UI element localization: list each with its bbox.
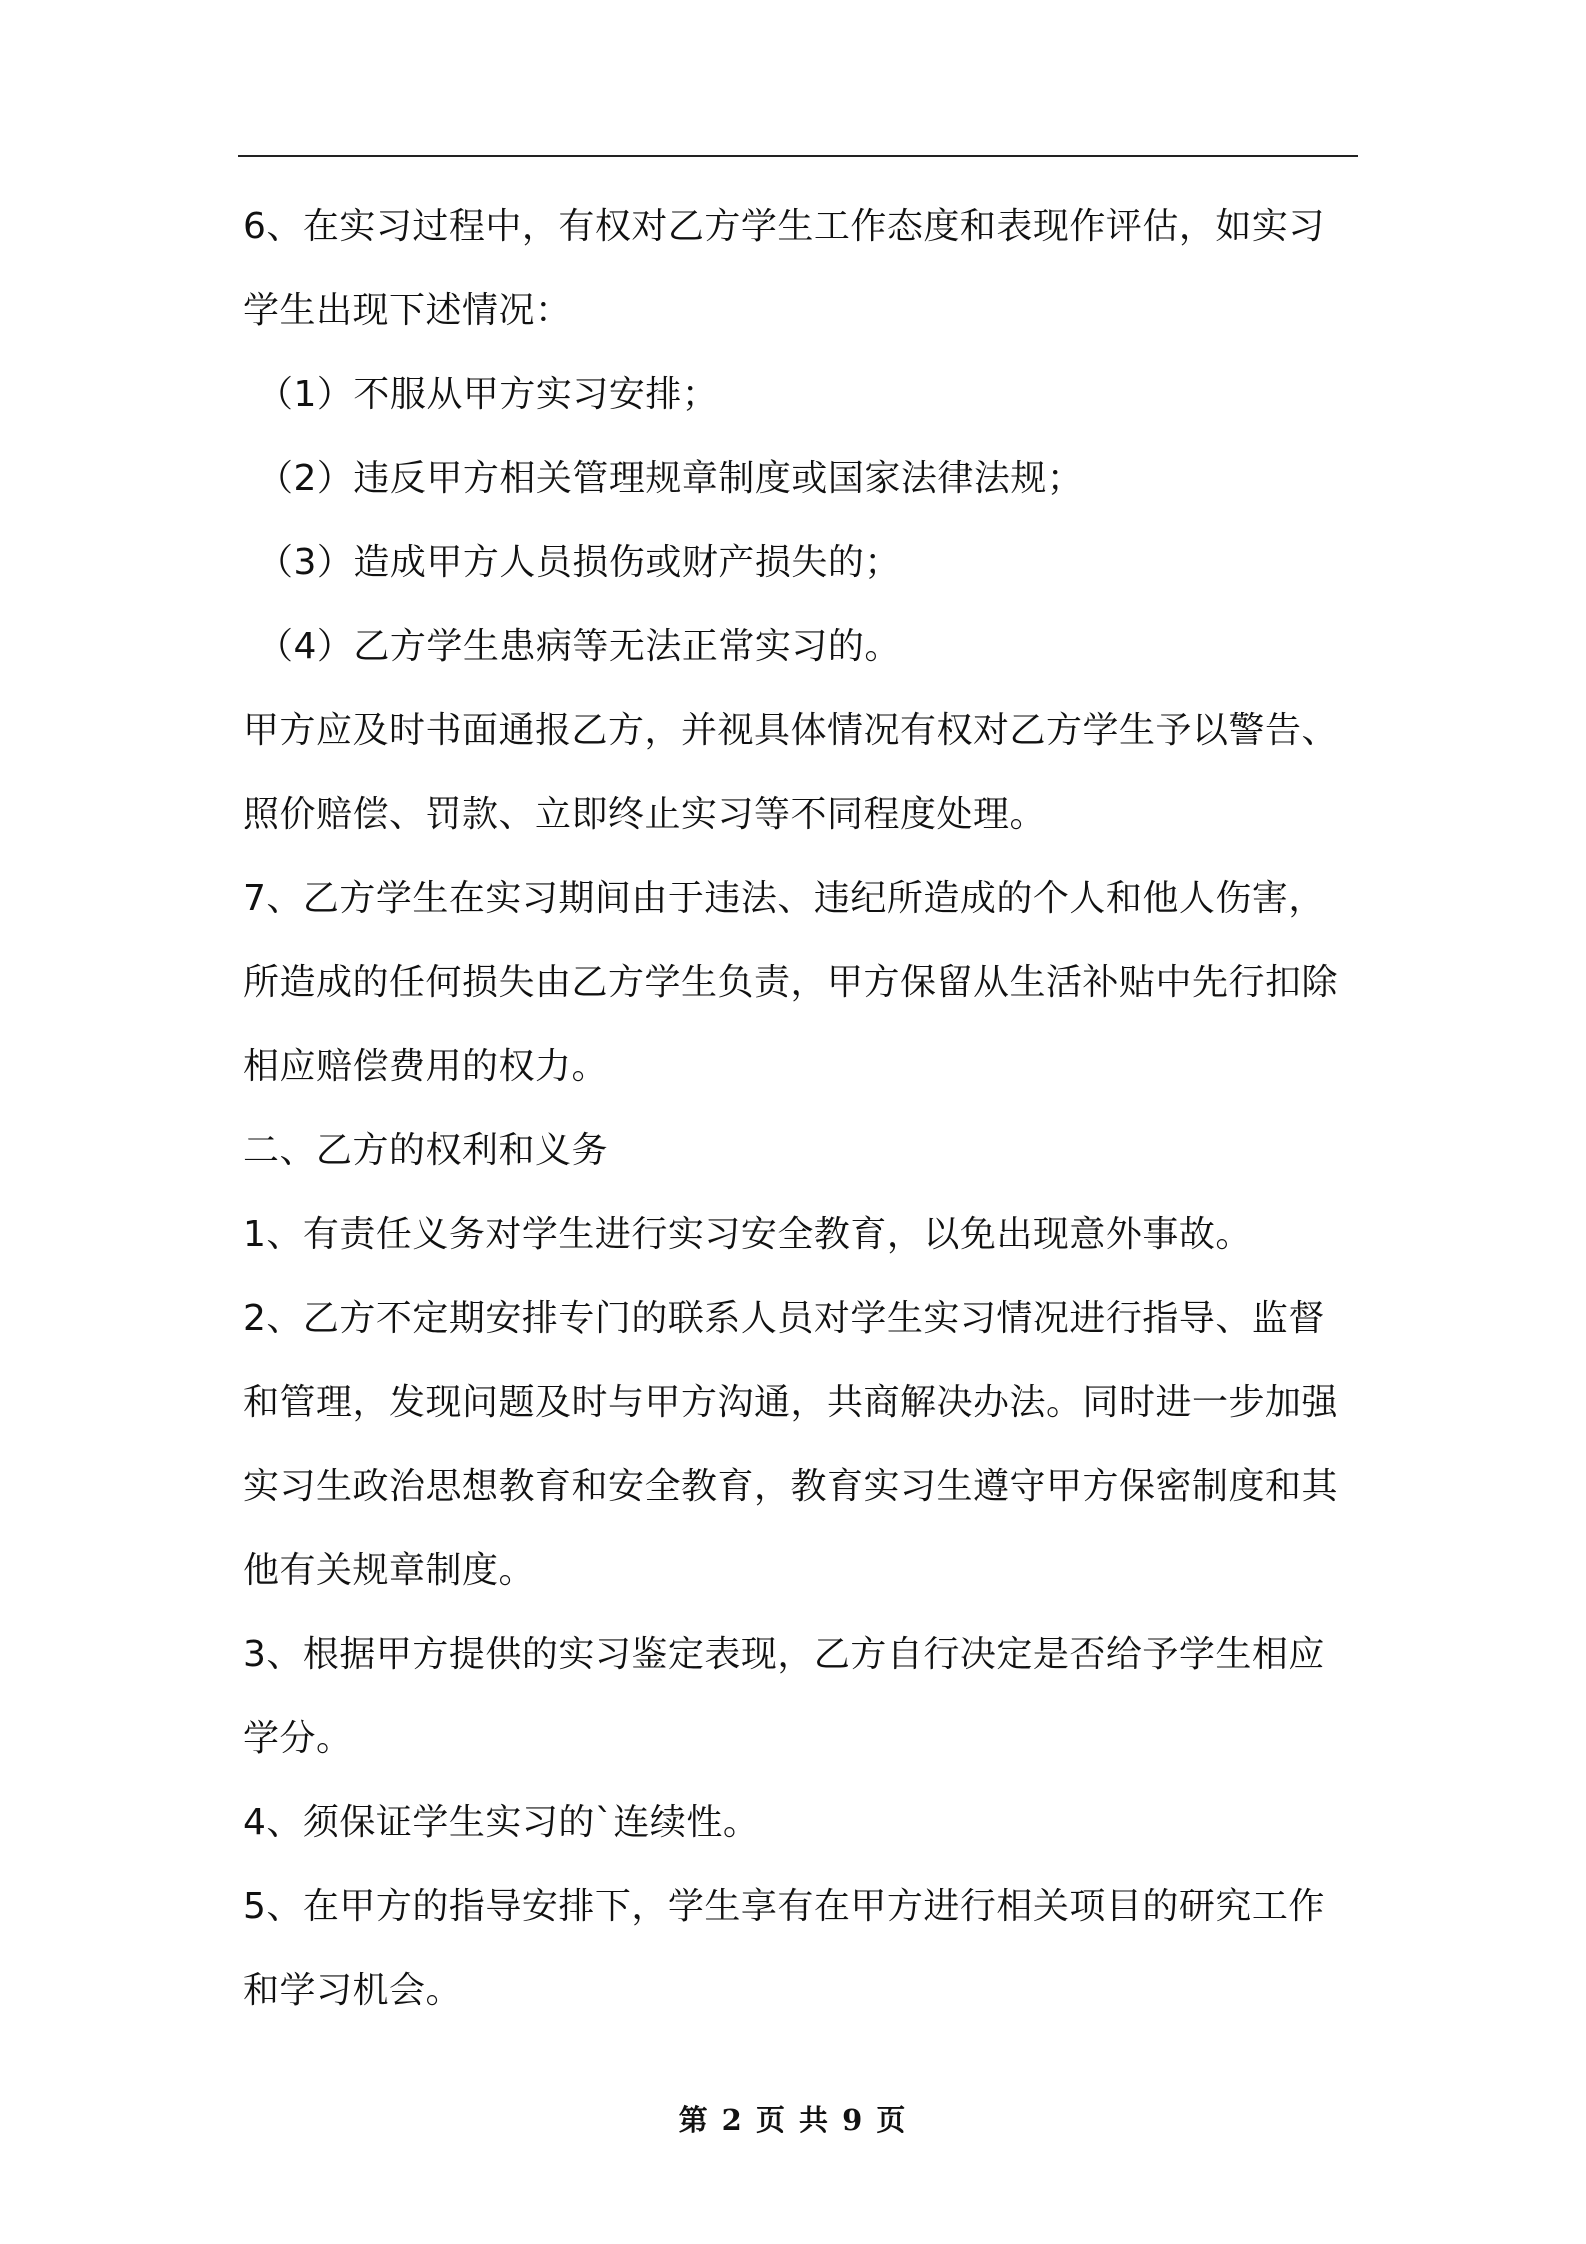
list-item-1: （1）不服从甲方实习安排； (257, 374, 719, 415)
text-line-16: 实习生政治思想教育和安全教育，教育实习生遵守甲方保密制度和其 (243, 1466, 1339, 1507)
text-line-8: 照价赔偿、罚款、立即终止实习等不同程度处理。 (243, 794, 1047, 835)
text-line-20: 4、须保证学生实习的`连续性。 (243, 1802, 760, 1843)
list-item-3: （3）造成甲方人员损伤或财产损失的； (257, 542, 901, 583)
text-line-19: 学分。 (243, 1718, 353, 1759)
text-line-22: 和学习机会。 (243, 1970, 463, 2011)
list-item-4: （4）乙方学生患病等无法正常实习的。 (257, 626, 901, 667)
text-line-15: 和管理，发现问题及时与甲方沟通，共商解决办法。同时进一步加强 (243, 1382, 1339, 1423)
text-line-2: 学生出现下述情况： (243, 290, 572, 331)
document-body (243, 185, 1363, 2033)
text-line-13: 1、有责任义务对学生进行实习安全教育，以免出现意外事故。 (243, 1214, 1252, 1255)
text-line-18: 3、根据甲方提供的实习鉴定表现，乙方自行决定是否给予学生相应 (243, 1634, 1325, 1675)
header-rule (238, 155, 1358, 157)
text-line-11: 相应赔偿费用的权力。 (243, 1046, 609, 1087)
list-item-2: （2）违反甲方相关管理规章制度或国家法律法规； (257, 458, 1084, 499)
page-number-footer: 第 2 页 共 9 页 (678, 2103, 908, 2137)
text-line-9: 7、乙方学生在实习期间由于违法、违纪所造成的个人和他人伤害， (243, 878, 1325, 919)
text-line-14: 2、乙方不定期安排专门的联系人员对学生实习情况进行指导、监督 (243, 1298, 1325, 1339)
text-line-7: 甲方应及时书面通报乙方，并视具体情况有权对乙方学生予以警告、 (243, 710, 1339, 751)
text-line-1: 6、在实习过程中，有权对乙方学生工作态度和表现作评估，如实习 (243, 206, 1325, 247)
text-line-17: 他有关规章制度。 (243, 1550, 536, 1591)
text-line-10: 所造成的任何损失由乙方学生负责，甲方保留从生活补贴中先行扣除 (243, 962, 1339, 1003)
text-line-21: 5、在甲方的指导安排下，学生享有在甲方进行相关项目的研究工作 (243, 1886, 1325, 1927)
section-heading: 二、乙方的权利和义务 (243, 1130, 609, 1171)
